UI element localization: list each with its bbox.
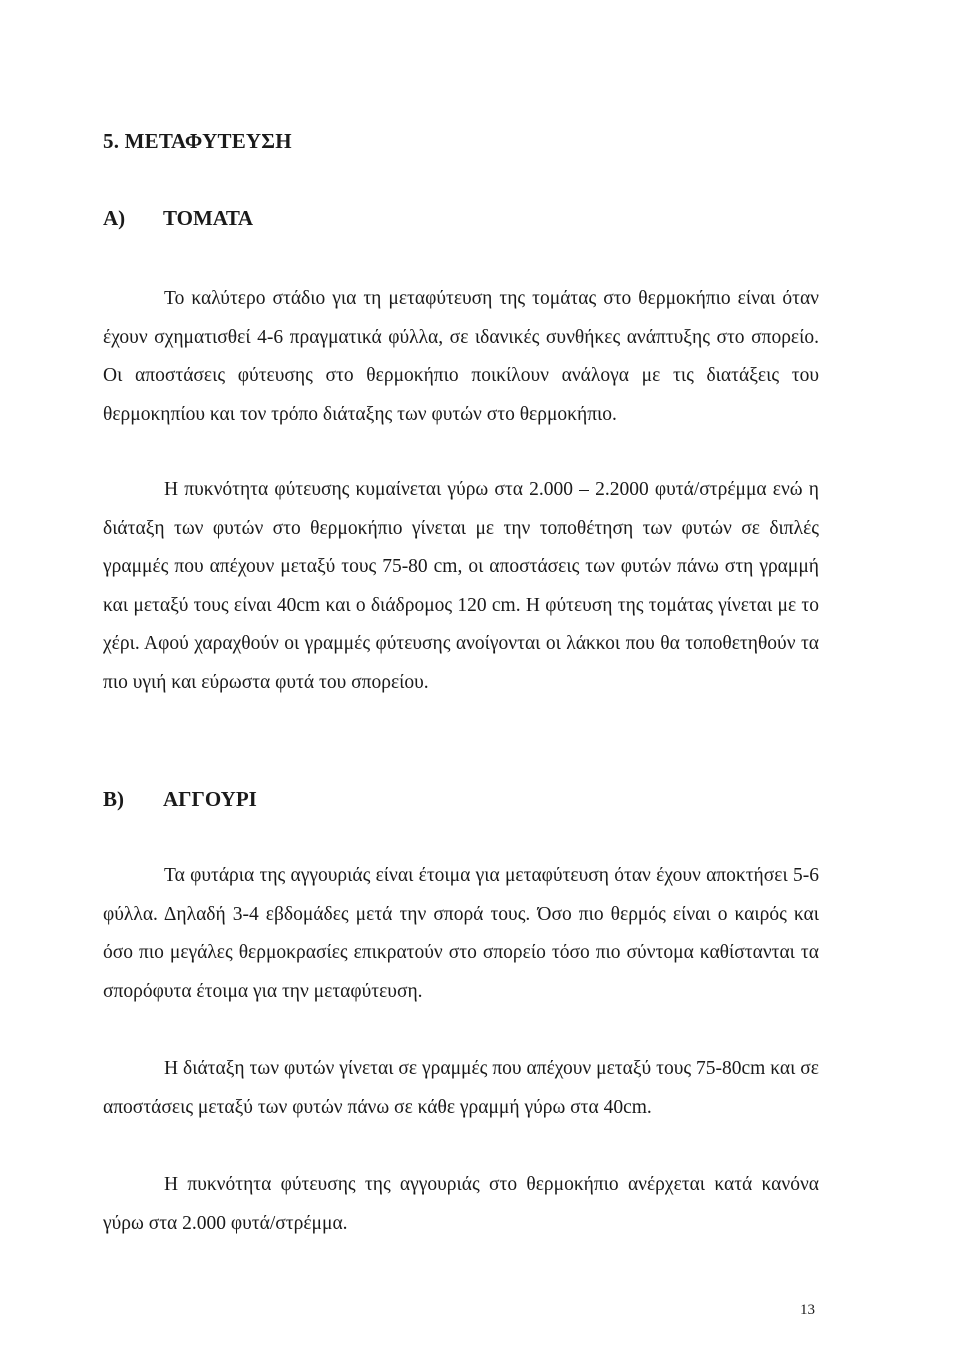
section-heading-cucumber <box>103 787 257 812</box>
section-heading-tomato <box>103 206 253 231</box>
paragraph: Η διάταξη των φυτών γίνεται σε γραμμές που απέχουν μεταξύ τους 75-80cm και σε αποστάσεις μεταξύ των φυτών πάνω σε κάθε γραμμή γύρω στα 40cm. <box>103 1058 819 1118</box>
section-title: ΑΓΓΟΥΡΙ <box>163 787 257 811</box>
section-title: ΤΟΜΑΤΑ <box>163 206 254 230</box>
section-letter: A) <box>103 206 126 230</box>
paragraph: Το καλύτερο στάδιο για τη μεταφύτευση της τομάτας στο θερμοκήπιο είναι όταν έχουν σχηματισθεί 4-6 πραγματικά φύλλα, σε ιδανικές συνθήκες ανάπτυξης στο σπορείο. Οι αποστάσεις φύτευσης στο θερμοκήπιο ποικίλουν ανάλογα με τις διατάξεις του θερμοκηπίου και τον τρόπο διάταξης των φυτών στο θερμοκήπιο. <box>103 288 819 425</box>
page-number: 13 <box>800 1302 815 1318</box>
section-letter: B) <box>103 787 124 811</box>
paragraph: Η πυκνότητα φύτευσης της αγγουριάς στο θερμοκήπιο ανέρχεται κατά κανόνα γύρω στα 2.000 φυτά/στρέμμα. <box>103 1174 819 1234</box>
chapter-title: 5. ΜΕΤΑΦΥΤΕΥΣΗ <box>103 129 292 153</box>
paragraph: Η πυκνότητα φύτευσης κυμαίνεται γύρω στα 2.000 – 2.2000 φυτά/στρέμμα ενώ η διάταξη των φυτών στο θερμοκήπιο γίνεται με την τοποθέτηση των φυτών σε διπλές γραμμές που απέχουν μεταξύ τους 75-80 cm, οι αποστάσεις των φυτών πάνω στη γραμμή και μεταξύ τους είναι 40cm και ο διάδρομος 120 cm. Η φύτευση της τομάτας γίνεται με το χέρι. Αφού χαραχθούν οι γραμμές φύτευσης ανοίγονται οι λάκκοι που θα τοποθετηθούν τα πιο υγιή και εύρωστα φυτά του σπορείου. <box>103 479 819 693</box>
paragraph: Τα φυτάρια της αγγουριάς είναι έτοιμα για μεταφύτευση όταν έχουν αποκτήσει 5-6 φύλλα. Δηλαδή 3-4 εβδομάδες μετά την σπορά τους. Όσο πιο θερμός είναι ο καιρός και όσο πιο μεγάλες θερμοκρασίες επικρατούν στο σπορείο τόσο πιο σύντομα καθίστανται τα σπορόφυτα έτοιμα για την μεταφύτευση. <box>103 865 819 1002</box>
